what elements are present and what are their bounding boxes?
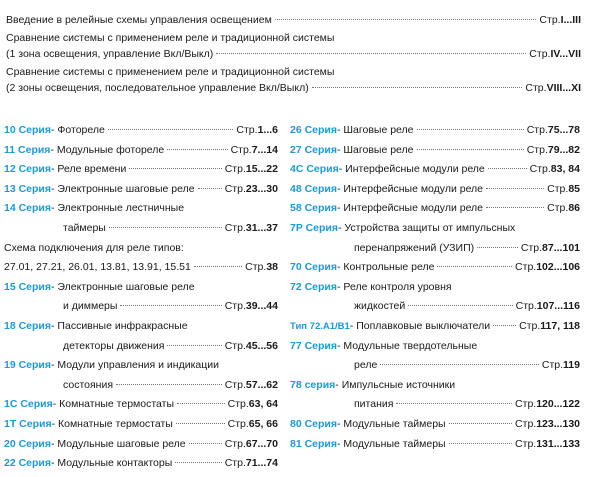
dot-leader	[449, 443, 512, 444]
page-reference	[225, 297, 278, 317]
intro-line	[6, 80, 581, 96]
series-description: - Модульные шаговые реле	[51, 437, 186, 450]
toc-row	[290, 356, 580, 376]
page-prefix: Стр.	[520, 241, 543, 254]
page-number: 57...62	[245, 378, 278, 391]
series-number: 14 Серия	[4, 202, 52, 215]
series-description: - Импульсные источники	[335, 378, 456, 391]
series-number: 11 Серия	[4, 143, 51, 156]
continued-description: перенапряжений (УЗИП)	[354, 241, 475, 254]
page-reference	[515, 258, 580, 278]
page-number: 7...14	[251, 143, 278, 156]
plain-text: 27.01, 27.21, 26.01, 13.81, 13.91, 15.51	[4, 261, 191, 274]
toc-row	[290, 337, 580, 357]
series-description: - Интерфейсные модули реле	[337, 202, 484, 215]
toc-row	[4, 356, 278, 376]
series-number: 4C Серия	[290, 163, 339, 176]
series-number: Тип 72.A1/B1	[290, 320, 350, 332]
series-description: - Интерфейсные модули реле	[338, 163, 485, 176]
continued-description: детекторы движения	[63, 339, 165, 352]
page-number: 79...82	[547, 143, 580, 156]
series-description: - Электронные шаговые реле	[51, 182, 195, 195]
toc-row	[4, 454, 278, 474]
toc-row	[290, 239, 580, 259]
dot-leader	[417, 149, 524, 150]
series-description: - Поплавковые выключатели	[349, 319, 491, 332]
page-reference	[225, 160, 278, 180]
page-number: 87...101	[542, 241, 580, 254]
page-number: 131...133	[536, 437, 580, 450]
page-prefix: Стр.	[539, 14, 561, 26]
page-prefix: Стр.	[541, 359, 564, 372]
page-number: 83, 84	[550, 163, 580, 176]
toc-row	[4, 141, 278, 161]
toc-row	[290, 199, 580, 219]
page-reference	[529, 46, 581, 62]
dot-leader	[493, 325, 516, 326]
series-description: - Электронные лестничные	[51, 202, 185, 215]
toc-row	[290, 160, 580, 180]
toc-row	[290, 435, 580, 455]
toc-row	[4, 180, 278, 200]
series-description: - Модули управления и индикации	[51, 359, 219, 372]
series-description: - Контрольные реле	[337, 261, 435, 274]
page-reference	[236, 121, 278, 141]
page-reference	[245, 258, 278, 278]
entry-title: (2 зоны освещения, последовательное управление Вкл/Выкл)	[6, 82, 309, 94]
series-description: - Устройства защиты от импульсных	[338, 221, 516, 234]
series-description: - Модульные таймеры	[337, 437, 446, 450]
toc-row	[4, 199, 278, 219]
toc-row	[4, 160, 278, 180]
toc-row	[4, 219, 278, 239]
page-prefix: Стр.	[236, 124, 258, 136]
toc-row	[290, 317, 580, 337]
page-number: 65, 66	[248, 417, 278, 430]
dot-leader	[408, 305, 512, 306]
toc-row	[290, 376, 580, 396]
page-reference	[527, 121, 580, 141]
toc-row	[290, 121, 580, 141]
intro-line	[6, 12, 581, 28]
dot-leader	[189, 443, 222, 444]
dot-leader	[129, 168, 221, 169]
series-description: - Электронные шаговые реле	[51, 280, 195, 293]
series-number: 13 Серия	[4, 182, 52, 195]
page-reference	[547, 199, 580, 219]
toc-row	[290, 180, 580, 200]
series-number: 26 Серия	[290, 124, 338, 136]
page-reference	[228, 395, 278, 415]
entry-title: Сравнение системы с применением реле и традиционной системы	[6, 66, 335, 78]
entry-title: (1 зона освещения, управление Вкл/Выкл)	[6, 48, 214, 60]
page-reference	[519, 317, 580, 337]
toc-row	[290, 395, 580, 415]
toc-row	[4, 337, 278, 357]
page-reference	[542, 356, 580, 376]
page-prefix: Стр.	[224, 457, 246, 470]
intro-entry	[6, 64, 581, 96]
page-reference	[547, 180, 580, 200]
series-description: - Шаговые реле	[337, 143, 414, 156]
page-number: 123...130	[536, 417, 580, 430]
left-column	[4, 121, 278, 474]
series-description: - Интерфейсные модули реле	[337, 182, 484, 195]
page-prefix: Стр.	[515, 437, 537, 450]
continued-description: реле	[354, 359, 378, 372]
series-description: - Реле контроля уровня	[337, 280, 452, 293]
page-reference	[225, 337, 278, 357]
series-number: 12 Серия	[4, 163, 52, 176]
page-prefix: Стр.	[519, 319, 541, 332]
page-prefix: Стр.	[515, 261, 537, 274]
intro-entry	[6, 30, 581, 62]
continued-description: таймеры	[63, 221, 106, 234]
series-description: - Пассивные инфракрасные	[51, 319, 188, 332]
series-number: 1C Серия	[4, 398, 53, 411]
page-reference	[530, 160, 580, 180]
series-number: 1T Серия	[4, 417, 52, 430]
page-reference	[515, 435, 580, 455]
series-description: - Шаговые реле	[337, 124, 414, 136]
toc-row	[290, 278, 580, 298]
page-number: 119	[563, 359, 580, 372]
intro-section	[6, 12, 581, 98]
intro-line	[6, 64, 581, 80]
page-prefix: Стр.	[515, 417, 537, 430]
dot-leader	[109, 227, 222, 228]
page-prefix: Стр.	[526, 124, 548, 136]
page-reference	[228, 415, 278, 435]
page-reference	[515, 395, 580, 415]
series-description: - Модульные фотореле	[50, 143, 165, 156]
dot-leader	[449, 423, 512, 424]
toc-row	[4, 239, 278, 259]
toc-row	[4, 297, 278, 317]
page-reference	[225, 219, 278, 239]
page-number: 39...44	[245, 300, 278, 313]
page-number: 86	[568, 202, 580, 215]
series-number: 19 Серия	[4, 359, 52, 372]
series-number: 15 Серия	[4, 280, 52, 293]
page-prefix: Стр.	[224, 437, 246, 450]
page-prefix: Стр.	[224, 300, 246, 313]
page-number: 63, 64	[248, 398, 278, 411]
dot-leader	[175, 462, 221, 463]
toc-row	[4, 317, 278, 337]
plain-text: Схема подключения для реле типов:	[4, 241, 184, 254]
page-reference	[225, 376, 278, 396]
page-prefix: Стр.	[227, 398, 249, 411]
page-number: 120...122	[536, 398, 580, 411]
page-prefix: Стр.	[224, 339, 246, 352]
page-number: IV...VII	[550, 48, 581, 60]
page-reference	[516, 297, 580, 317]
toc-row	[4, 258, 278, 278]
series-description: - Модульные таймеры	[337, 417, 446, 430]
dot-leader	[275, 19, 537, 20]
page-number: 67...70	[245, 437, 278, 450]
series-number: 80 Серия	[290, 417, 338, 430]
series-description: - Модульные твердотельные	[337, 339, 478, 352]
toc-row	[4, 376, 278, 396]
toc-row	[4, 278, 278, 298]
series-number: 18 Серия	[4, 319, 52, 332]
page-reference	[225, 435, 278, 455]
page-number: 23...30	[245, 182, 278, 195]
series-description: - Комнатные термостаты	[51, 417, 173, 430]
continued-description: питания	[354, 398, 394, 411]
intro-entry	[6, 12, 581, 28]
series-number: 77 Серия	[290, 339, 338, 352]
dot-leader	[176, 423, 225, 424]
continued-description: состояния	[63, 378, 114, 391]
series-number: 70 Серия	[290, 261, 338, 274]
toc-row	[4, 415, 278, 435]
series-description: - Комнатные термостаты	[52, 398, 175, 411]
page-number: 75...78	[547, 124, 580, 136]
series-description: - Фотореле	[51, 124, 105, 136]
intro-line	[6, 46, 581, 62]
intro-line	[6, 30, 581, 46]
series-description: - Реле времени	[51, 163, 127, 176]
toc-row	[290, 141, 580, 161]
page-number: 31...37	[245, 221, 278, 234]
series-number: 22 Серия	[4, 457, 52, 470]
dot-leader	[216, 53, 526, 54]
toc-row	[4, 435, 278, 455]
page-prefix: Стр.	[224, 221, 246, 234]
dot-leader	[194, 266, 242, 267]
page-number: I...III	[560, 14, 581, 26]
page-prefix: Стр.	[230, 143, 252, 156]
dot-leader	[167, 345, 221, 346]
right-column	[290, 121, 580, 454]
page-number: 107...116	[536, 300, 580, 313]
series-number: 7P Серия	[290, 221, 338, 234]
page-number: 15...22	[245, 163, 278, 176]
dot-leader	[312, 87, 523, 88]
toc-row	[4, 121, 278, 141]
page-prefix: Стр.	[224, 163, 246, 176]
entry-title: Сравнение системы с применением реле и традиционной системы	[6, 32, 335, 44]
dot-leader	[488, 168, 527, 169]
page-reference	[231, 141, 278, 161]
dot-leader	[177, 403, 225, 404]
page-number: 102...106	[536, 261, 580, 274]
series-description: - Модульные контакторы	[51, 457, 173, 470]
page-reference	[515, 415, 580, 435]
toc-row	[4, 395, 278, 415]
series-number: 72 Серия	[290, 280, 338, 293]
series-number: 58 Серия	[290, 202, 338, 215]
series-number: 78 серия	[290, 378, 336, 391]
page-reference	[525, 80, 581, 96]
series-number: 48 Серия	[290, 182, 338, 195]
page-prefix: Стр.	[529, 163, 551, 176]
dot-leader	[167, 149, 227, 150]
page-prefix: Стр.	[529, 48, 551, 60]
page-prefix: Стр.	[547, 202, 569, 215]
toc-row	[290, 258, 580, 278]
page-reference	[539, 12, 581, 28]
dot-leader	[380, 364, 539, 365]
page-number: 117, 118	[540, 319, 580, 332]
page-number: 1...6	[257, 124, 278, 136]
toc-row	[290, 297, 580, 317]
page-prefix: Стр.	[224, 378, 246, 391]
series-number: 81 Серия	[290, 437, 338, 450]
dot-leader	[198, 188, 222, 189]
dot-leader	[437, 266, 512, 267]
page-number: 45...56	[245, 339, 278, 352]
page-prefix: Стр.	[245, 261, 267, 274]
dot-leader	[108, 129, 234, 130]
toc-row	[290, 415, 580, 435]
page-prefix: Стр.	[515, 398, 537, 411]
page-prefix: Стр.	[227, 417, 249, 430]
page-number: VIII...XI	[546, 82, 581, 94]
series-number: 27 Серия	[290, 143, 338, 156]
dot-leader	[116, 384, 222, 385]
page-number: 38	[266, 261, 278, 274]
dot-leader	[486, 207, 544, 208]
dot-leader	[396, 403, 512, 404]
page-number: 85	[568, 182, 580, 195]
dot-leader	[417, 129, 524, 130]
series-number: 10 Серия	[4, 124, 52, 136]
dot-leader	[477, 247, 518, 248]
page-prefix: Стр.	[525, 82, 547, 94]
continued-description: и диммеры	[63, 300, 118, 313]
series-number: 20 Серия	[4, 437, 52, 450]
page-number: 71...74	[245, 457, 278, 470]
page-reference	[225, 454, 278, 474]
dot-leader	[486, 188, 544, 189]
page-prefix: Стр.	[526, 143, 548, 156]
page-reference	[527, 141, 580, 161]
continued-description: жидкостей	[354, 300, 406, 313]
page-reference	[521, 239, 580, 259]
dot-leader	[120, 305, 221, 306]
page-prefix: Стр.	[547, 182, 569, 195]
page-prefix: Стр.	[224, 182, 246, 195]
entry-title: Введение в релейные схемы управления освещением	[6, 14, 272, 26]
toc-row	[290, 219, 580, 239]
page-prefix: Стр.	[515, 300, 537, 313]
page-reference	[225, 180, 278, 200]
